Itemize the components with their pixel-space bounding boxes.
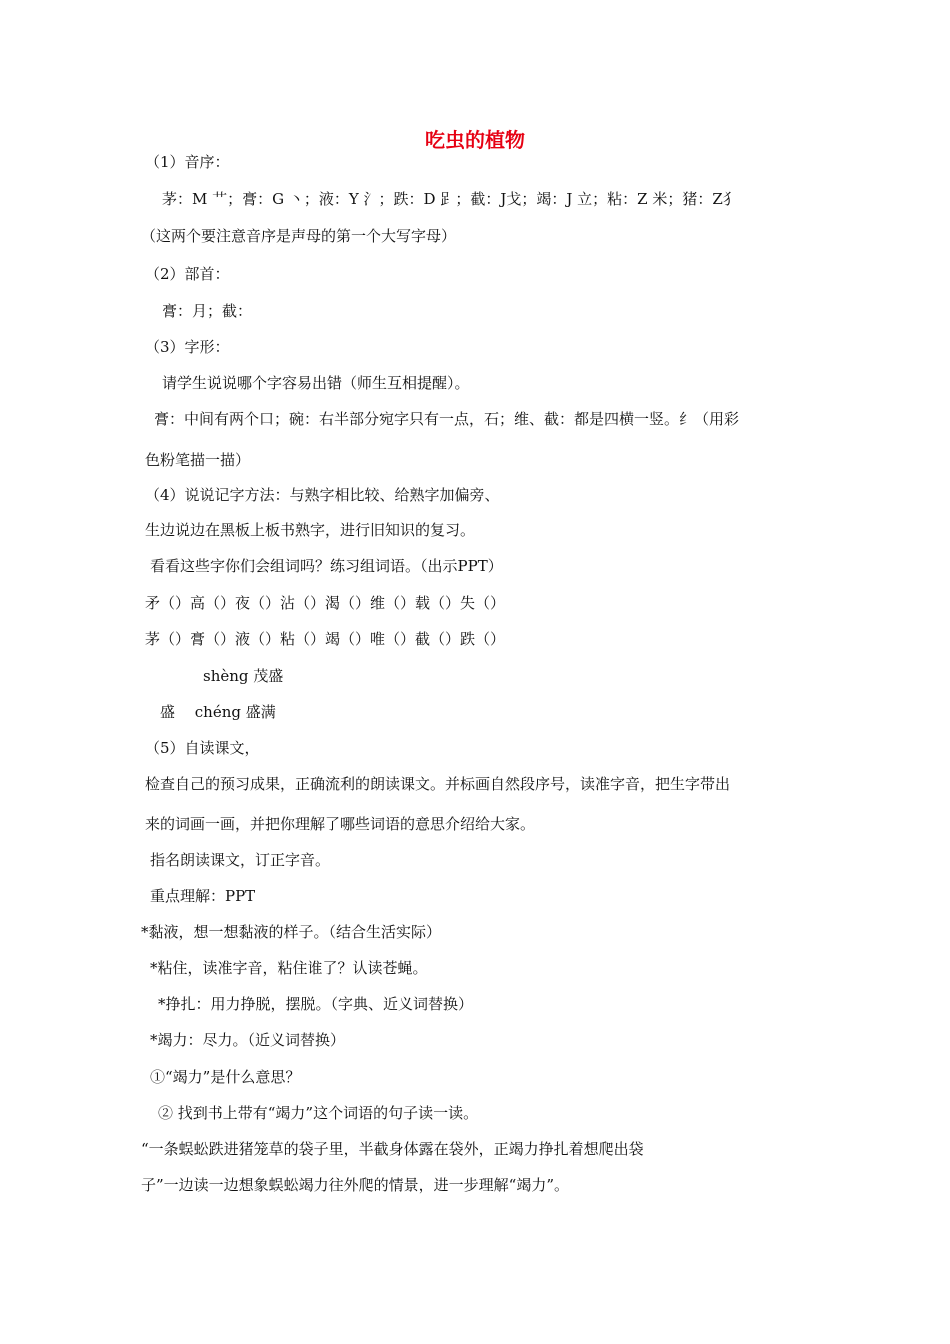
text-line: （1）音序： [145, 153, 230, 171]
text-line: 重点理解：PPT [150, 887, 256, 905]
text-line: 茅（）膏（）液（）粘（）竭（）唯（）截（）跌（） [145, 630, 506, 648]
text-line: *粘住，读准字音，粘住谁了？认读苍蝇。 [150, 959, 428, 977]
text-line: ①“竭力”是什么意思？ [150, 1068, 301, 1086]
text-line: （3）字形： [145, 338, 230, 356]
text-line: （5）自读课文， [145, 739, 260, 757]
text-line: 看看这些字你们会组词吗？练习组词语。（出示PPT） [150, 557, 503, 575]
text-line: （4）说说记字方法：与熟字相比较、给熟字加偏旁、 [145, 486, 500, 504]
text-line: *竭力：尽力。（近义词替换） [150, 1031, 346, 1049]
text-line: “一条蜈蚣跌进猪笼草的袋子里，半截身体露在袋外，正竭力挣扎着想爬出袋 [141, 1140, 644, 1158]
text-line: （2）部首： [145, 265, 230, 283]
text-line: 茅：M 艹；膏：G 丶；液：Y 氵；跌：D 𧾷；截：J戈；竭：J 立；粘：Z 米；猪：Z犭 [162, 190, 738, 208]
text-line: 来的词画一画，并把你理解了哪些词语的意思介绍给大家。 [145, 815, 536, 833]
document-title: 吃虫的植物 [425, 128, 525, 152]
text-line: *挣扎：用力挣脱，摆脱。（字典、近义词替换） [158, 995, 474, 1013]
text-line: 指名朗读课文，订正字音。 [150, 851, 331, 869]
text-line: ② 找到书上带有“竭力”这个词语的句子读一读。 [158, 1104, 479, 1122]
text-line: 检查自己的预习成果，正确流利的朗读课文。并标画自然段序号，读准字音，把生字带出 [145, 775, 731, 793]
text-line: 子”一边读一边想象蜈蚣竭力往外爬的情景，进一步理解“竭力”。 [141, 1176, 570, 1194]
text-line: 请学生说说哪个字容易出错（师生互相提醒）。 [162, 374, 470, 392]
text-line: *黏液，想一想黏液的样子。（结合生活实际） [141, 923, 442, 941]
text-line: 矛（）高（）夜（）沾（）渴（）维（）载（）失（） [145, 594, 506, 612]
text-line: 盛 chéng 盛满 [160, 703, 276, 721]
text-line: 膏：月；截： [162, 302, 253, 320]
text-line: （这两个要注意音序是声母的第一个大写字母） [141, 227, 457, 245]
text-line: 色粉笔描一描） [145, 451, 251, 469]
text-line: 膏：中间有两个口；碗：右半部分宛字只有一点，石；维、截：都是四横一竖。纟（用彩 [154, 410, 740, 428]
text-line: shèng 茂盛 [203, 667, 284, 685]
text-line: 生边说边在黑板上板书熟字，进行旧知识的复习。 [145, 521, 476, 539]
